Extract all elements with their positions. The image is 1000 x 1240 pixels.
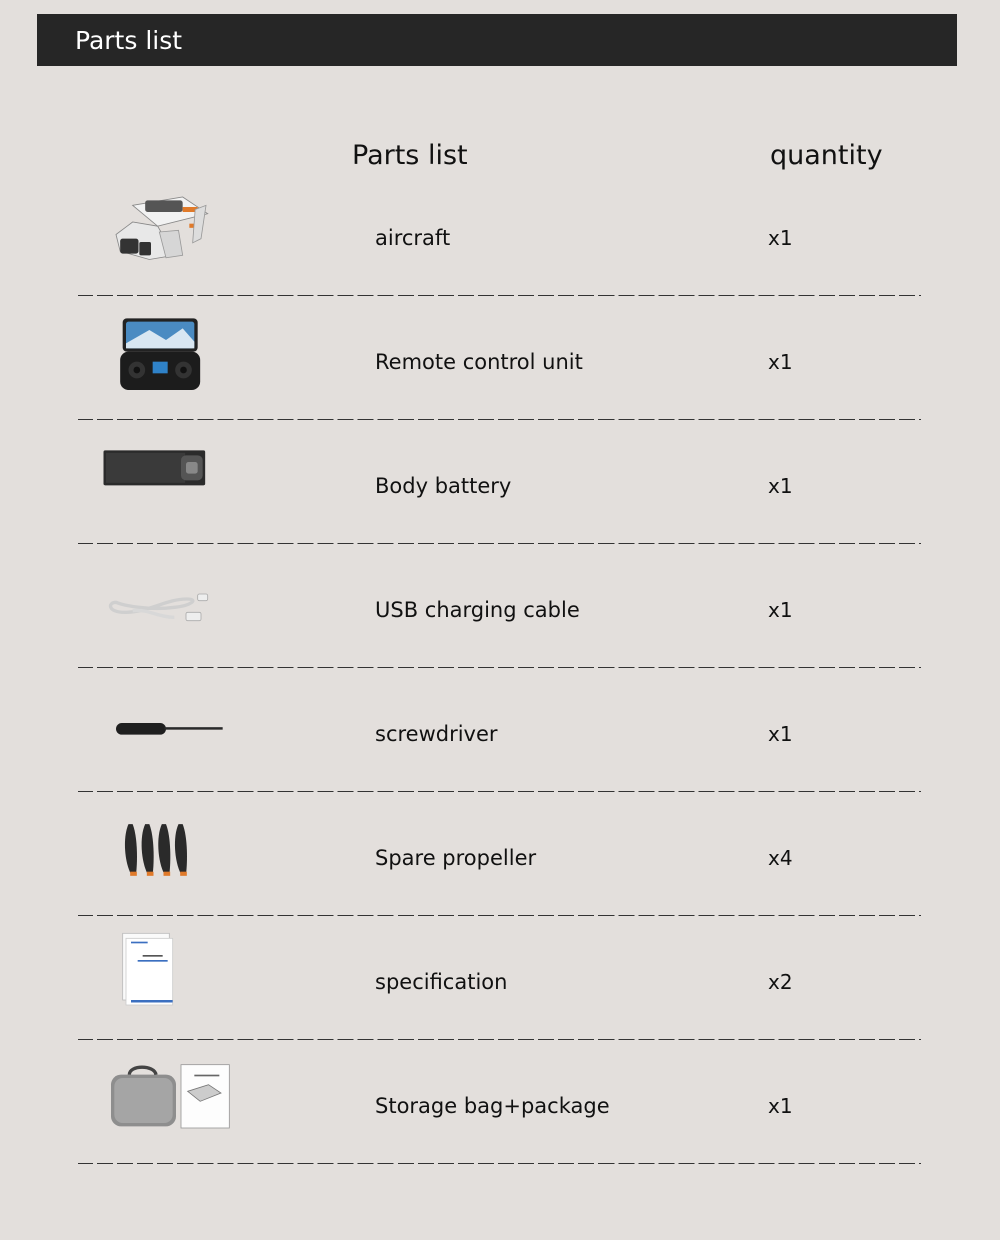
part-name: Remote control unit (375, 350, 583, 374)
part-quantity: x1 (768, 1094, 793, 1118)
part-quantity: x1 (768, 474, 793, 498)
drone-icon (86, 172, 246, 272)
part-name: screwdriver (375, 722, 498, 746)
part-quantity: x2 (768, 970, 793, 994)
table-row (78, 1040, 921, 1164)
table-row (78, 420, 921, 544)
part-name: specification (375, 970, 508, 994)
table-row (78, 544, 921, 668)
table-row (78, 668, 921, 792)
battery-icon (86, 442, 246, 542)
table-row (78, 916, 921, 1040)
part-name: Body battery (375, 474, 512, 498)
storage-bag-icon (86, 1058, 256, 1158)
part-name: USB charging cable (375, 598, 580, 622)
column-header-parts: Parts list (352, 140, 468, 171)
header-banner (37, 14, 957, 66)
part-quantity: x1 (768, 722, 793, 746)
part-name: Spare propeller (375, 846, 537, 870)
table-row (78, 296, 921, 420)
propeller-icon (86, 820, 246, 920)
part-name: Storage bag+package (375, 1094, 610, 1118)
banner-title: Parts list (75, 26, 183, 55)
part-quantity: x1 (768, 350, 793, 374)
remote-controller-icon (86, 310, 246, 410)
column-header-quantity: quantity (770, 140, 883, 171)
table-row (78, 172, 921, 296)
part-quantity: x1 (768, 226, 793, 250)
row-divider (78, 1163, 921, 1164)
part-quantity: x4 (768, 846, 793, 870)
part-name: aircraft (375, 226, 451, 250)
part-quantity: x1 (768, 598, 793, 622)
table-row (78, 792, 921, 916)
manual-icon (86, 930, 246, 1030)
